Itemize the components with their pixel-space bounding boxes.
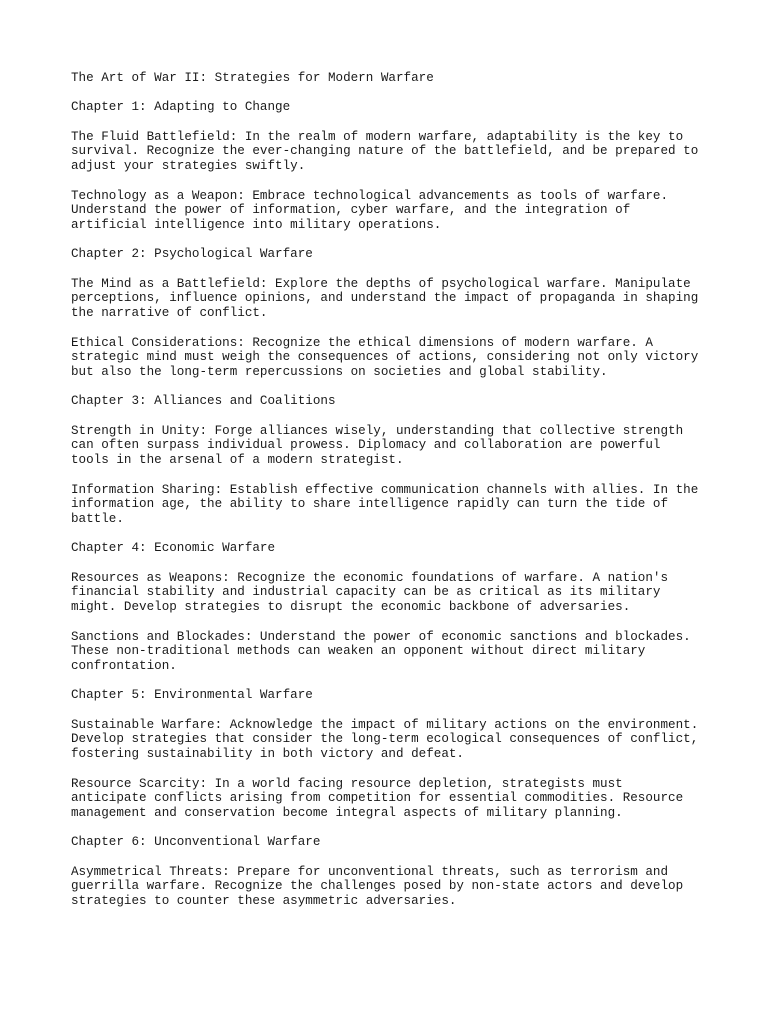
chapter-5-paragraph-2: Resource Scarcity: In a world facing resource depletion, strategists must anticipate conflicts arising from competition for essential commodities. Resource management and conservation become integral aspects of military planning. — [71, 776, 684, 820]
document-title: The Art of War II: Strategies for Modern Warfare — [71, 71, 434, 85]
chapter-3-heading: Chapter 3: Alliances and Coalitions — [71, 394, 336, 409]
chapter-1-paragraph-2: Technology as a Weapon: Embrace technological advancements as tools of warfare. Understand the power of information, cyber warfare, and the integration of artificial intelligence into military operations. — [71, 188, 669, 232]
chapter-2-heading: Chapter 2: Psychological Warfare — [71, 247, 313, 262]
chapter-6-paragraph-1: Asymmetrical Threats: Prepare for unconventional threats, such as terrorism and guerrilla warfare. Recognize the challenges posed by non-state actors and develop strategies to counter these asymmetric adversaries. — [71, 864, 684, 909]
chapter-4-paragraph-2: Sanctions and Blockades: Understand the power of economic sanctions and blockades. These non-traditional methods can weaken an opponent without direct military confrontation. — [71, 629, 691, 673]
chapter-2-paragraph-2: Ethical Considerations: Recognize the ethical dimensions of modern warfare. A strategic mind must weigh the consequences of actions, considering not only victory but also the long-term repercussions on societies and global stability. — [71, 335, 699, 379]
document-page — [71, 71, 711, 924]
chapter-1-heading: Chapter 1: Adapting to Change — [71, 100, 291, 115]
chapter-3-paragraph-1: Strength in Unity: Forge alliances wisely, understanding that collective strength can often surpass individual prowess. Diplomacy and collaboration are powerful tools in the arsenal of a modern strategist. — [71, 423, 684, 468]
chapter-6-heading: Chapter 6: Unconventional Warfare — [71, 835, 321, 850]
chapter-5-paragraph-1: Sustainable Warfare: Acknowledge the impact of military actions on the environment. Develop strategies that consider the long-term ecological consequences of conflict, fostering sustainability in both victory and defeat. — [71, 717, 699, 762]
chapter-4-heading: Chapter 4: Economic Warfare — [71, 541, 276, 556]
chapter-1-paragraph-1: The Fluid Battlefield: In the realm of modern warfare, adaptability is the key to survival. Recognize the ever-changing nature of the battlefield, and be prepared to adjust your strategies swiftly. — [71, 129, 699, 174]
chapter-2-paragraph-1: The Mind as a Battlefield: Explore the depths of psychological warfare. Manipulate perceptions, influence opinions, and understand the impact of propaganda in shaping the narrative of conflict. — [71, 276, 699, 321]
chapter-3-paragraph-2: Information Sharing: Establish effective communication channels with allies. In the information age, the ability to share intelligence rapidly can turn the tide of battle. — [71, 482, 699, 526]
chapter-5-heading: Chapter 5: Environmental Warfare — [71, 688, 313, 703]
chapter-4-paragraph-1: Resources as Weapons: Recognize the economic foundations of warfare. A nation's financial stability and industrial capacity can be as critical as its military might. Develop strategies to disrupt the economic backbone of adversaries. — [71, 570, 669, 615]
